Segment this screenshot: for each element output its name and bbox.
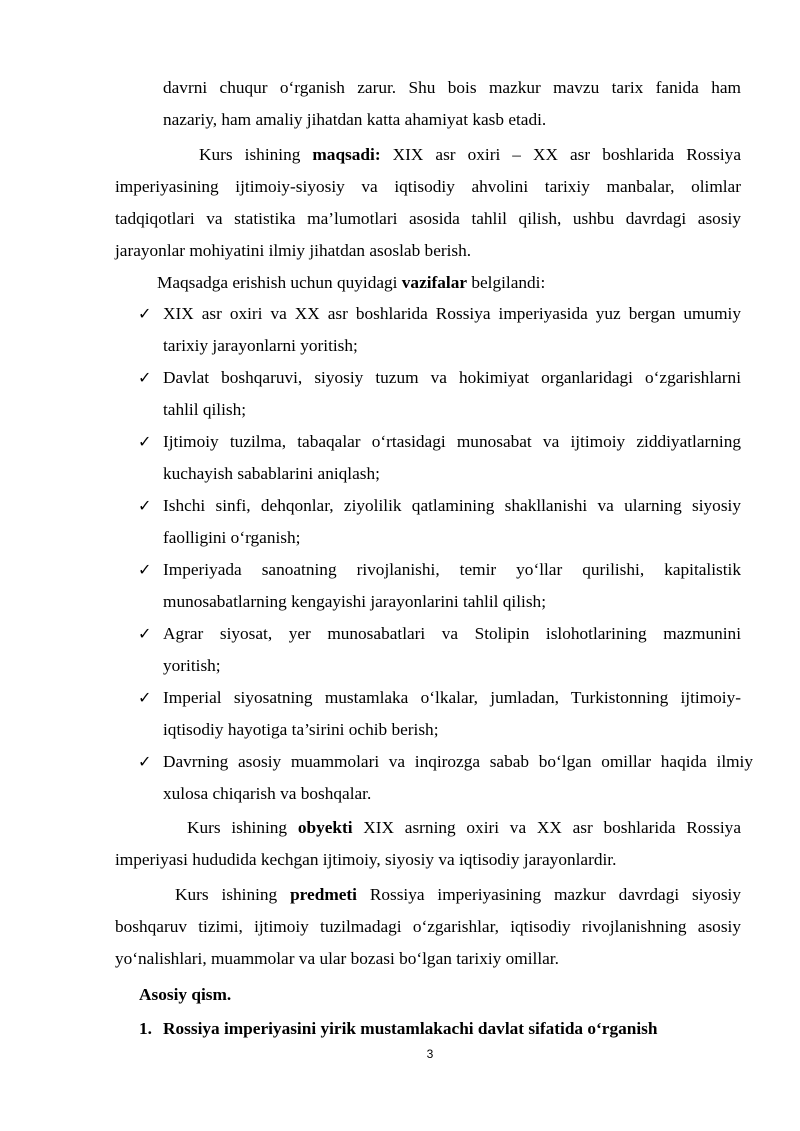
tasks-keyword: vazifalar [401,273,468,292]
task-line-a: Imperiyada sanoatning rivojlanishi, temir yo‘llar qurilishi, kapitalistik [163,560,741,579]
section-number: 1. [139,1019,152,1038]
goal-keyword: maqsadi: [312,145,381,164]
task-line-a: Davrning asosiy muammolari va inqirozga sabab bo‘lgan omillar haqida ilmiy [163,752,753,771]
task-line-b: tahlil qilish; [163,400,247,419]
checkmark-icon: ✓ [138,688,152,707]
task-line-b: yoritish; [163,656,221,675]
task-line-a: Davlat boshqaruvi, siyosiy tuzum va hokimiyat organlaridagi o‘zgarishlarni [163,368,741,387]
checkmark-icon: ✓ [138,496,152,515]
main-part-heading: Asosiy qism. [139,985,232,1004]
task-line-a: Ishchi sinfi, dehqonlar, ziyolilik qatlamining shakllanishi va ularning siyosiy [163,496,741,515]
checkmark-icon: ✓ [138,304,152,323]
subject-line-3: yo‘nalishlari, muammolar va ular bozasi bo‘lgan tarixiy omillar. [115,949,559,968]
object-keyword: obyekti [297,818,353,837]
task-line-b: iqtisodiy hayotiga ta’sirini ochib berish; [163,720,439,739]
task-line-b: xulosa chiqarish va boshqalar. [163,784,372,803]
tasks-intro: Maqsadga erishish uchun quyidagi vazifalar belgilandi: [157,273,546,292]
subject-line-1: Kurs ishining predmeti Rossiya imperiyasining mazkur davrdagi siyosiy [175,885,741,904]
goal-line-1: Kurs ishining maqsadi: XIX asr oxiri – XX asr boshlarida Rossiya [199,145,741,164]
task-line-a: Imperial siyosatning mustamlaka o‘lkalar, jumladan, Turkistonning ijtimoiy- [163,688,741,707]
section-title: Rossiya imperiyasini yirik mustamlakachi davlat sifatida o‘rganish [163,1019,658,1038]
intro-line-2: nazariy, ham amaliy jihatdan katta ahamiyat kasb etadi. [163,110,547,129]
object-line-2: imperiyasi hududida kechgan ijtimoiy, siyosiy va iqtisodiy jarayonlardir. [115,850,617,869]
task-line-a: Agrar siyosat, yer munosabatlari va Stolipin islohotlarining mazmunini [163,624,741,643]
task-line-a: XIX asr oxiri va XX asr boshlarida Rossiya imperiyasida yuz bergan umumiy [163,304,741,323]
goal-line-4: jarayonlar mohiyatini ilmiy jihatdan asoslab berish. [115,241,472,260]
subject-line-2: boshqaruv tizimi, ijtimoiy tuzilmadagi o‘zgarishlar, iqtisodiy rivojlanishning asosiy [115,917,741,936]
task-line-b: kuchayish sabablarini aniqlash; [163,464,380,483]
checkmark-icon: ✓ [138,752,152,771]
goal-line-3: tadqiqotlari va statistika ma’lumotlari asosida tahlil qilish, ushbu davrdagi asosiy [115,209,741,228]
checkmark-icon: ✓ [138,560,152,579]
intro-line-1: davrni chuqur o‘rganish zarur. Shu bois mazkur mavzu tarix fanida ham [163,78,741,97]
task-line-b: tarixiy jarayonlarni yoritish; [163,336,358,355]
goal-line-2: imperiyasining ijtimoiy-siyosiy va iqtisodiy ahvolini tarixiy manbalar, olimlar [115,177,741,196]
checkmark-icon: ✓ [138,432,152,451]
task-line-b: faolligini o‘rganish; [163,528,301,547]
object-line-1: Kurs ishining obyekti XIX asrning oxiri va XX asr boshlarida Rossiya [187,818,741,837]
subject-keyword: predmeti [290,885,357,904]
page-number: 3 [426,1047,434,1061]
checkmark-icon: ✓ [138,624,152,643]
task-line-a: Ijtimoiy tuzilma, tabaqalar o‘rtasidagi munosabat va ijtimoiy ziddiyatlarning [163,432,741,451]
checkmark-icon: ✓ [138,368,152,387]
task-line-b: munosabatlarning kengayishi jarayonlarini tahlil qilish; [163,592,546,611]
